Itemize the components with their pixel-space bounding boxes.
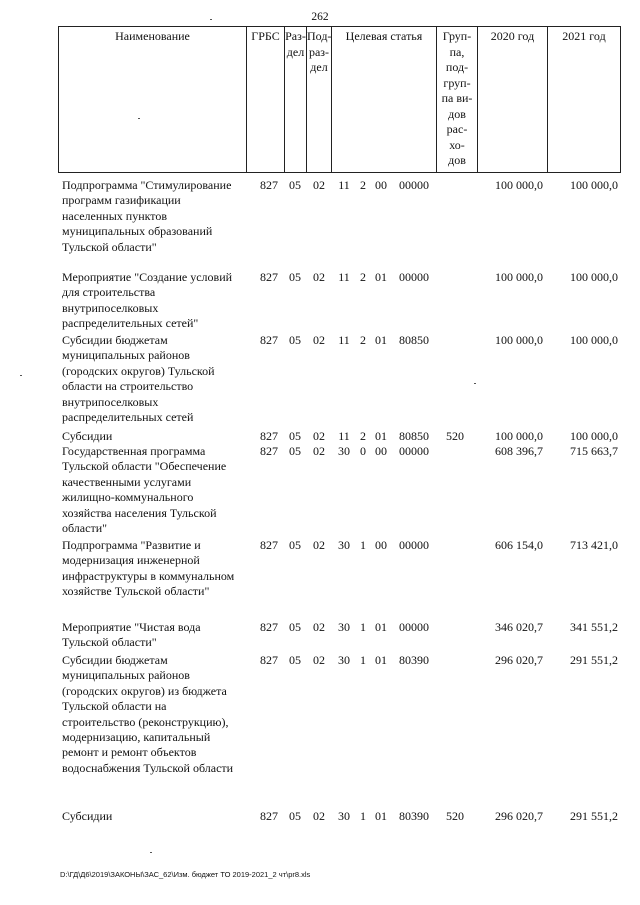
cell-t4: 00000 (399, 270, 429, 284)
cell-podrazdel: 02 (313, 538, 325, 552)
scan-speck (138, 118, 140, 119)
cell-podrazdel: 02 (313, 620, 325, 634)
cell-t4: 00000 (399, 178, 429, 192)
header-razdel: Раз- дел (285, 27, 307, 172)
cell-t2: 2 (360, 270, 366, 284)
cell-t2: 1 (360, 653, 366, 667)
cell-grbs: 827 (260, 653, 278, 667)
cell-t4: 80850 (399, 429, 429, 443)
cell-t3: 01 (375, 809, 387, 823)
cell-y1: 100 000,0 (495, 270, 543, 284)
cell-podrazdel: 02 (313, 429, 325, 443)
cell-y2: 715 663,7 (570, 444, 618, 458)
cell-razdel: 05 (289, 620, 301, 634)
cell-y2: 341 551,2 (570, 620, 618, 634)
scan-speck (210, 19, 212, 20)
cell-group: 520 (446, 429, 464, 443)
header-target: Целевая статья (332, 27, 437, 172)
cell-podrazdel: 02 (313, 270, 325, 284)
cell-y1: 608 396,7 (495, 444, 543, 458)
cell-y2: 291 551,2 (570, 809, 618, 823)
cell-razdel: 05 (289, 429, 301, 443)
cell-y2: 100 000,0 (570, 178, 618, 192)
cell-y1: 100 000,0 (495, 333, 543, 347)
cell-razdel: 05 (289, 809, 301, 823)
cell-y2: 291 551,2 (570, 653, 618, 667)
cell-grbs: 827 (260, 444, 278, 458)
cell-t4: 80850 (399, 333, 429, 347)
cell-podrazdel: 02 (313, 653, 325, 667)
cell-t3: 01 (375, 270, 387, 284)
header-year-2020: 2020 год (478, 27, 548, 172)
table-header (58, 26, 621, 173)
header-year-2021: 2021 год (562, 29, 606, 43)
cell-t2: 1 (360, 620, 366, 634)
cell-y2: 713 421,0 (570, 538, 618, 552)
header-name: Наименование (59, 27, 247, 172)
cell-name: Субсидии бюджетам муниципальных районов (городских округов) из бюджета Тульской области на строительство (реконструкцию), модернизацию, капитальный ремонт и ремонт объектов водоснабжения Тульской области (62, 653, 234, 775)
cell-podrazdel: 02 (313, 178, 325, 192)
scan-speck (20, 375, 22, 376)
cell-y2: 100 000,0 (570, 429, 618, 443)
cell-razdel: 05 (289, 333, 301, 347)
cell-t4: 00000 (399, 444, 429, 458)
cell-t4: 80390 (399, 653, 429, 667)
cell-t1: 11 (338, 333, 350, 347)
cell-t4: 00000 (399, 620, 429, 634)
header-podrazdel: Под- раз- дел (307, 27, 332, 172)
cell-y1: 100 000,0 (495, 178, 543, 192)
cell-razdel: 05 (289, 653, 301, 667)
cell-grbs: 827 (260, 270, 278, 284)
page-number: 262 (311, 11, 329, 23)
cell-razdel: 05 (289, 270, 301, 284)
cell-grbs: 827 (260, 333, 278, 347)
cell-t1: 30 (338, 538, 350, 552)
cell-podrazdel: 02 (313, 809, 325, 823)
cell-y1: 100 000,0 (495, 429, 543, 443)
cell-name: Государственная программа Тульской области "Обеспечение качественными услугами жилищно-коммунального хозяйства населения Тульской области" (62, 444, 227, 536)
cell-t1: 11 (338, 270, 350, 284)
cell-razdel: 05 (289, 538, 301, 552)
cell-t3: 00 (375, 444, 387, 458)
cell-t3: 01 (375, 333, 387, 347)
cell-t4: 80390 (399, 809, 429, 823)
cell-t2: 2 (360, 178, 366, 192)
cell-y2: 100 000,0 (570, 333, 618, 347)
cell-t1: 30 (338, 620, 350, 634)
cell-y1: 296 020,7 (495, 809, 543, 823)
cell-t1: 11 (338, 429, 350, 443)
header-group: Груп- па, под- груп- па ви- дов рас- хо- дов (437, 27, 478, 172)
cell-name: Мероприятие "Чистая вода Тульской области" (62, 620, 201, 650)
cell-name: Мероприятие "Создание условий для строительства внутрипоселковых распределительных сетей" (62, 270, 233, 331)
cell-t1: 30 (338, 809, 350, 823)
scan-speck (474, 383, 476, 384)
cell-t2: 0 (360, 444, 366, 458)
cell-podrazdel: 02 (313, 444, 325, 458)
cell-name: Подпрограмма "Стимулирование программ газификации населенных пунктов муниципальных образований Тульской области" (62, 178, 232, 254)
cell-t3: 01 (375, 653, 387, 667)
cell-t2: 1 (360, 809, 366, 823)
scan-speck (150, 852, 152, 853)
cell-grbs: 827 (260, 538, 278, 552)
cell-t1: 30 (338, 444, 350, 458)
cell-grbs: 827 (260, 178, 278, 192)
cell-y1: 296 020,7 (495, 653, 543, 667)
cell-t3: 01 (375, 429, 387, 443)
cell-y1: 606 154,0 (495, 538, 543, 552)
cell-grbs: 827 (260, 620, 278, 634)
file-path-footer: D:\ГД\Д6\2019\ЗАКОНЫ\ЗАС_62\Изм. бюджет ТО 2019-2021_2 чт\pr8.xls (60, 870, 311, 879)
cell-razdel: 05 (289, 178, 301, 192)
cell-t1: 30 (338, 653, 350, 667)
cell-name: Субсидии (62, 429, 113, 443)
cell-name: Подпрограмма "Развитие и модернизация инженерной инфраструктуры в коммунальном хозяйстве Тульской области" (62, 538, 235, 599)
cell-y2: 100 000,0 (570, 270, 618, 284)
cell-grbs: 827 (260, 429, 278, 443)
cell-y1: 346 020,7 (495, 620, 543, 634)
cell-grbs: 827 (260, 809, 278, 823)
cell-t3: 00 (375, 538, 387, 552)
cell-t2: 2 (360, 333, 366, 347)
header-grbs: ГРБС (247, 27, 285, 172)
cell-podrazdel: 02 (313, 333, 325, 347)
cell-t1: 11 (338, 178, 350, 192)
cell-t4: 00000 (399, 538, 429, 552)
cell-razdel: 05 (289, 444, 301, 458)
cell-t3: 00 (375, 178, 387, 192)
cell-name: Субсидии (62, 809, 113, 823)
cell-t2: 1 (360, 538, 366, 552)
cell-group: 520 (446, 809, 464, 823)
cell-t3: 01 (375, 620, 387, 634)
cell-t2: 2 (360, 429, 366, 443)
cell-name: Субсидии бюджетам муниципальных районов (городских округов) Тульской области на строительство внутрипоселковых распределительных сетей (62, 333, 215, 425)
